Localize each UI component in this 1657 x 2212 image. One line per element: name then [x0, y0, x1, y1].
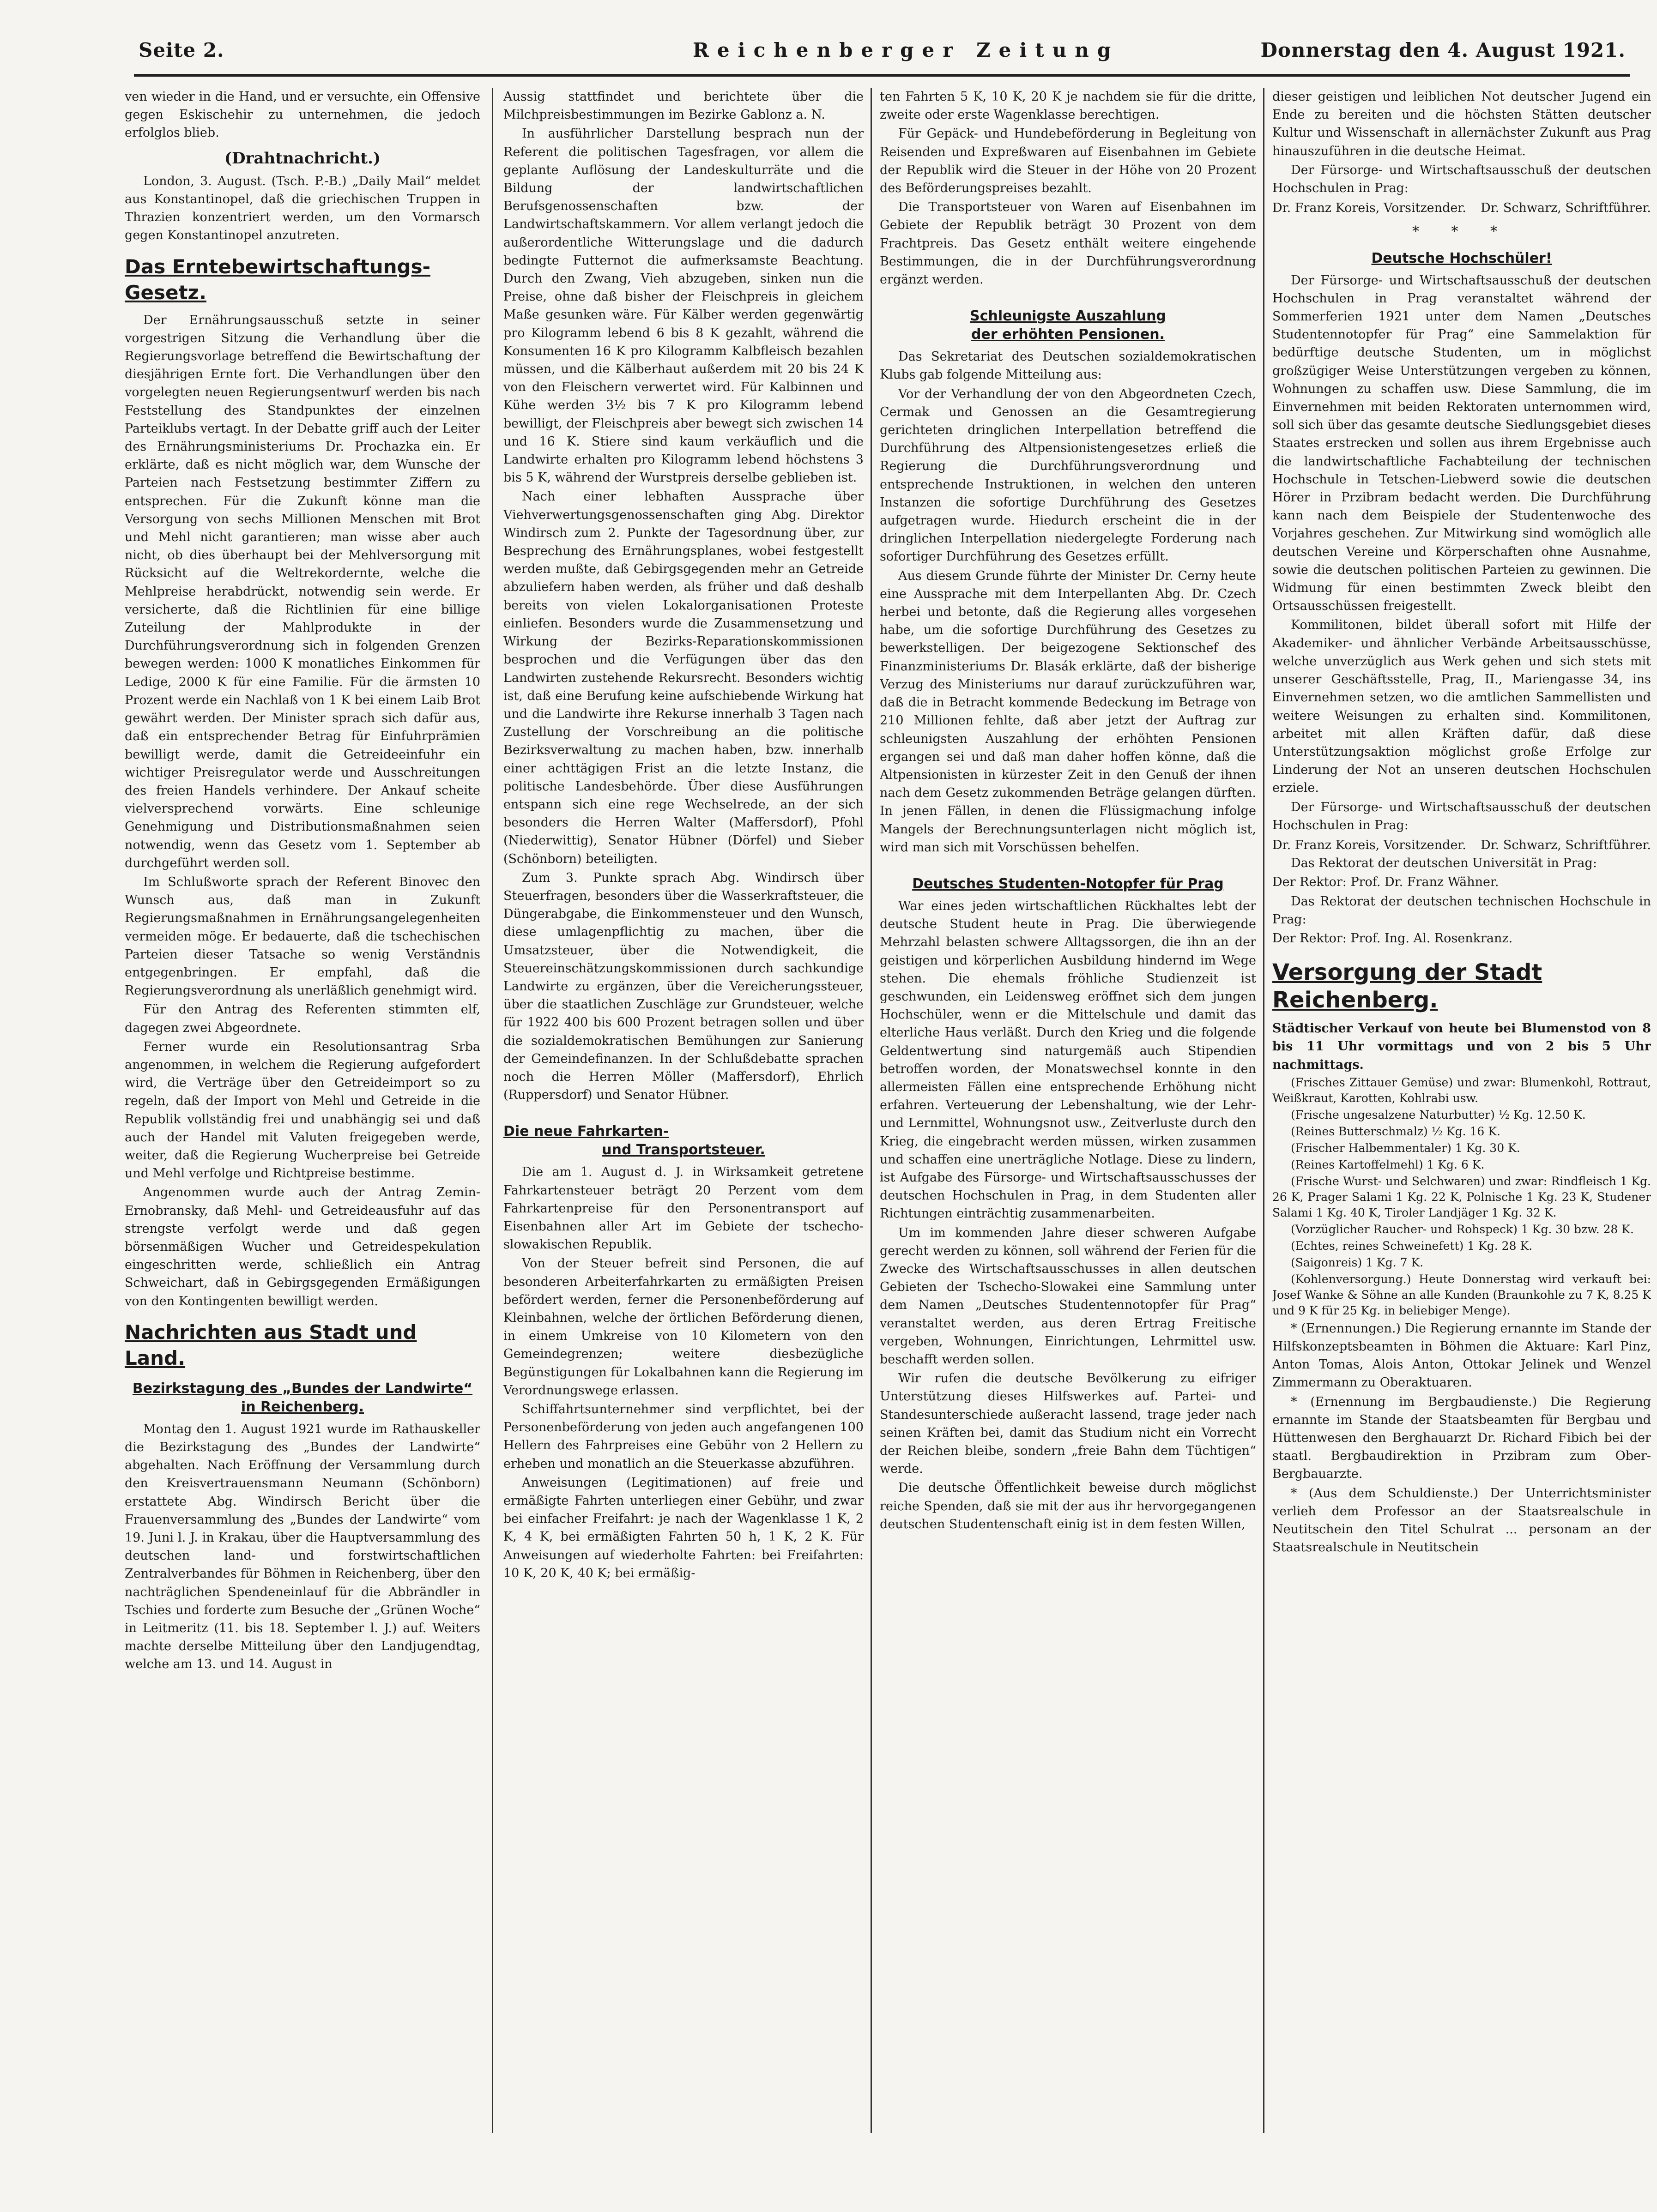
article-text: ven wieder in die Hand, und er versuchte, ein Offensive gegen Eskischehir zu unternehmen, die jedoch erfolglos blieb. [125, 90, 480, 140]
headline-ernte: Das Erntebewirtschaftungs-Gesetz. [125, 255, 431, 304]
article-text: Kommilitonen, bildet überall sofort mit Hilfe der Akademiker- und ähnlicher Verbände Arbeitsausschüsse, welche unverzüglich aus Werk gehen und sich stets mit unserer Geschäftsstelle, Prag, II., Mariengasse 34, ins Einvernehmen setzen, wo die amtlichen Sammellisten und weitere Weisungen zu erhalten sind. Kommilitonen, arbeitet mit allen Kräften dafür, daß diese Unterstützungsaktion möglichst große Erfolge zur Linderung der Not an unseren deutschen Hochschulen erziele. [1272, 618, 1651, 796]
article-text: Angenommen wurde auch der Antrag Zemin-Ernobransky, daß Mehl- und Getreideausfuhr auf das strengste verfolgt werde und daß gegen börsenmäßigen Wucher und Getreidespekulation eingeschritten werde, schließlich ein Antrag Schweichart, daß in Gebirgsgegenden Ermäßigungen von den Kontingenten bewilligt werden. [125, 1185, 480, 1308]
article-text: Vor der Verhandlung der von den Abgeordneten Czech, Cermak und Genossen an die Gesamtregierung gerichteten dringlichen Interpellation betreffend die Durchführung des Altpensionistengesetzes erließ die Regierung die Durchführungsverordnung und entsprechende Instruktionen, in welchen den unteren Instanzen die sofortige Durchführung des Gesetzes aufgetragen wurde. Hiedurch erscheint die in der dringlichen Interpellation niedergelegte Forderung nach sofortiger Durchführung des Gesetzes erfüllt. [880, 386, 1256, 564]
column-1 [125, 88, 480, 2138]
signature-block [1272, 836, 1651, 854]
price-list-item: (Reines Kartoffelmehl) 1 Kg. 6 K. [1291, 1157, 1485, 1171]
headline-auszahlung: Schleunigste Auszahlung [970, 308, 1166, 325]
signature-left: Dr. Franz Koreis, Vorsitzender. [1272, 201, 1466, 216]
column-divider [871, 88, 872, 2133]
headline-hochschueler: Deutsche Hochschüler! [1371, 250, 1552, 266]
article-text: * (Ernennung im Bergbaudienste.) Die Regierung ernannte im Stande der Staatsbeamten für Bergbau und Hüttenwesen den Berghauarzt Dr. Richard Fibich bei der staatl. Bergbaudirektion in Przibram zum Ober-Bergbauarzte. [1272, 1394, 1651, 1482]
article-text: Die am 1. August d. J. in Wirksamkeit getretene Fahrkartensteuer beträgt 20 Perzent vom dem Fahrkartenpreise für den Personentransport auf Eisenbahnen aller Art im Gebiete der tschecho-slowakischen Republik. [503, 1165, 864, 1252]
article-text: Aussig stattfindet und berichtete über die Milchpreisbestimmungen im Bezirke Gablonz a. N. [503, 90, 864, 122]
article-text: Wir rufen die deutsche Bevölkerung zu eifriger Unterstützung dieses Hilfswerkes auf. Partei- und Standesunterschiede außeracht lassend, trage jeder nach seinen Kräften bei, damit das Studium nicht ein Vorrecht der Reichen bleibe, sondern „freie Bahn dem Tüchtigen“ werde. [880, 1371, 1256, 1477]
article-text: Das Rektorat der deutschen technischen Hochschule in Prag: [1272, 894, 1651, 927]
headline-bezirkstagung: Bezirkstagung des „Bundes der Landwirte“ in Reichenberg. [132, 1380, 473, 1415]
article-text: Die deutsche Öffentlichkeit beweise durch möglichst reiche Spenden, daß sie mit der aus ihr hervorgegangenen deutschen Studentenschaft einig ist in dem festen Willen, [880, 1481, 1256, 1531]
article-text: Aus diesem Grunde führte der Minister Dr. Cerny heute eine Aussprache mit dem Interpellanten Abg. Dr. Czech herbei und betonte, daß die Regierung alles vorgesehen habe, um die sofortige Durchführung des Gesetzes zu bewerkstelligen. Der beigezogene Sektionschef des Finanzministeriums Dr. Blasák erklärte, daß der bisherige Verzug des Ministeriums nur darauf zurückzuführen war, daß die in Betracht kommende Bedeckung im Betrage von 210 Millionen fehlte, daß aber jetzt der Auftrag zur schleunigsten Auszahlung der erhöhten Pensionen ergangen sei und daß man daher hoffen könne, daß die Altpensionisten in kürzester Zeit in den Genuß der ihnen nach dem Gesetz zukommenden Beträge gelangen dürften. In jenen Fällen, in denen die Flüssigmachung infolge Mangels der Berechnungsunterlagen nicht möglich ist, wird man sich mit Vorschüssen behelfen. [880, 568, 1256, 855]
article-text: Das Rektorat der deutschen Universität in Prag: [1291, 856, 1597, 871]
article-text: London, 3. August. (Tsch. P.-B.) „Daily Mail“ meldet aus Konstantinopel, daß die griechischen Truppen in Thrazien konzentriert werden, um den Vormarsch gegen Konstantinopel anzutreten. [125, 174, 480, 243]
article-text: In ausführlicher Darstellung besprach nun der Referent die politischen Tagesfragen, vor allem die geplante Auflösung der Landeskulturräte und die Bildung der landwirtschaftlichen Berufsgenossenschaften bzw. der Landwirtschaftskammern. Vor allem verlangt jedoch die außerordentliche Witterungslage und die dadurch bedingte Futternot die aufmerksamste Beachtung. Durch den Zwang, Vieh abzugeben, sinken nun die Preise, ohne daß bisher der Fleischpreis in gleichem Maße gesunken wäre. Für Kälber werden gegenwärtig pro Kilogramm lebend 6 bis 8 K gezahlt, während die Konsumenten 16 K pro Kilogramm Kalbfleisch bezahlen müssen, und die Kälberhaut außerdem mit 20 bis 24 K von den Fleischern verwertet wird. Für Kalbinnen und Kühe werden 3½ bis 7 K pro Kilogramm lebend bewilligt, der Fleischpreis aber bewegt sich zwischen 14 und 16 K. Stiere sind kaum verkäuflich und die Landwirte erhalten pro Kilogramm lebend höchstens 3 bis 5 K, während der Wurstpreis derselbe geblieben ist. [503, 127, 864, 485]
issue-date: Donnerstag den 4. August 1921. [1260, 39, 1626, 61]
article-text: Das Sekretariat des Deutschen sozialdemokratischen Klubs gab folgende Mitteilung aus: [880, 350, 1256, 382]
article-text: ten Fahrten 5 K, 10 K, 20 K je nachdem sie für die dritte, zweite oder erste Wagenklasse berechtigen. [880, 90, 1256, 122]
headline-fahrkarten: Die neue Fahrkarten- [503, 1123, 669, 1140]
article-text: Ferner wurde ein Resolutionsantrag Srba angenommen, in welchem die Regierung aufgefordert wird, die Verträge über den Getreideimport so zu regeln, daß der Import von Mehl und Getreide in die Republik vollständig frei und unabhängig sei und daß auch der Handel mit Valuten freigegeben werde, weiter, daß die Regierung Wucherpreise bei Getreide und Mehl verfolge und Richtpreise bestimme. [125, 1039, 480, 1181]
price-list-item: (Kohlenversorgung.) Heute Donnerstag wird verkauft bei: Josef Wanke & Söhne an alle Kunden (Braunkohle zu 7 K, 8.25 K und 9 K für 25 Kg. in beliebiger Menge). [1272, 1272, 1651, 1317]
signature-right: Dr. Schwarz, Schriftführer. [1481, 838, 1651, 852]
article-text: Der Ernährungsausschuß setzte in seiner vorgestrigen Sitzung die Verhandlung über die Regierungsvorlage betreffend die Bewirtschaftung der diesjährigen Ernte fort. Die Verhandlungen über den vorgelegten neuen Regierungsentwurf werden bis nach Feststellung des Standpunktes der einzelnen Parteiklubs vertagt. In der Debatte griff auch der Leiter des Ernährungsministeriums Dr. Prochazka ein. Er erklärte, daß es nicht möglich war, dem Wunsche der Parteien nach Festsetzung bestimmter Ziffern zu entsprechen. Für die Zukunft könne man die Versorgung von sechs Millionen Menschen mit Brot und Mehl nicht garantieren; man wisse aber auch nicht, ob dies überhaupt bei der Mehlversorgung mit Rücksicht auf die Weltrekordernte, welche die Mehlpreise herabdrückt, notwendig sein werde. Er versicherte, daß die Richtlinien für eine billige Zuteilung der Mahlprodukte in der Durchführungsverordnung sich in folgenden Grenzen bewegen werden: 1000 K monatliches Einkommen für Ledige, 2000 K für eine Familie. Für die ärmsten 10 Prozent werde ein Nachlaß von 1 K bei einem Laib Brot gewährt werden. Der Minister sprach sich dafür aus, daß ein entsprechender Betrag für Einfuhrprämien bewilligt werde, damit die Getreideeinfuhr ein wichtiger Preisregulator werde und Ausschreitungen des freien Handels verhindere. Der Ankauf scheite vielversprechend vorwärts. Eine schleunige Genehmigung und Distributionsmaßnahmen seien notwendig, wenn das Gesetz vom 1. September ab durchgeführt werden soll. [125, 313, 480, 870]
header-rule [134, 74, 1630, 77]
column-4 [1272, 88, 1651, 2138]
signature-block [1272, 199, 1651, 217]
headline-studenten-notopfer: Deutsches Studenten-Notopfer für Prag [912, 875, 1224, 892]
price-list-item: (Saigonreis) 1 Kg. 7 K. [1291, 1255, 1424, 1269]
article-text: Zum 3. Punkte sprach Abg. Windirsch über Steuerfragen, besonders über die Wasserkraftsteuer, die Düngerabgabe, die Einkommensteuer und den Wunsch, diese umlagenpflichtig zu machen, über die Umsatzsteuer, über die Notwendigkeit, die Steuereinschätzungskommissionen durch sachkundige Landwirte zu ergänzen, über die Vereicherungssteuer, über die staatlichen Zuschläge zur Grundsteuer, welche für 1922 400 bis 600 Prozent betragen sollen und über die sozialdemokratischen Bemühungen zur Sanierung der Gemeindefinanzen. In der Schlußdebatte sprachen noch die Herren Möller (Maffersdorf), Ehrlich (Ruppersdorf) und Senator Hübner. [503, 870, 864, 1103]
article-text: War eines jeden wirtschaftlichen Rückhaltes lebt der deutsche Student heute in Prag. Die überwiegende Mehrzahl belasten schwere Alltagssorgen, die ihn an der geistigen und körperlichen Ausbildung hindernd im Wege stehen. Die ehemals fröhliche Studienzeit ist geschwunden, ein Leidensweg eröffnet sich dem jungen Hochschüler, wenn er die Mittelschule und damit das elterliche Haus verläßt. Durch den Krieg und die folgende Geldentwertung sind naturgemäß auch Stipendien betroffen worden, der Monatswechsel konnte in den allermeisten Fällen eine entsprechende Erhöhung nicht erfahren. Verteuerung der Lebenshaltung, wie der Lehr- und Lernmittel, Wohnungsnot usw., Zeitverluste durch den Krieg, die eingebracht werden müssen, wirken zusammen und schaffen eine unerträgliche Notlage. Diese zu lindern, ist Aufgabe des Fürsorge- und Wirtschaftsausschusses der deutschen Hochschulen in Prag, in dem Studenten aller Richtungen einträchtig zusammenarbeiten. [880, 898, 1256, 1221]
article-text: Im Schlußworte sprach der Referent Binovec den Wunsch aus, daß man in Zukunft Regierungsmaßnahmen in Ernährungsangelegenheiten vermeiden möge. Er bedauerte, daß die tschechischen Parteien dieser Tatsache so wenig Verständnis entgegenbringen. Er empfahl, daß die Regierungsverordnung als unerläßlich genehmigt wird. [125, 874, 480, 998]
price-list-item: (Frisches Zittauer Gemüse) und zwar: Blumenkohl, Rottraut, Weißkraut, Karotten, Kohlrabi usw. [1272, 1075, 1651, 1105]
article-text: Schiffahrtsunternehmer sind verpflichtet, bei der Personenbeförderung von jeden auch angefangenen 100 Hellern des Fahrpreises eine Gebühr von 2 Hellern zu erheben und monatlich an die Steuerkasse abzuführen. [503, 1402, 864, 1471]
headline-versorgung: Versorgung der Stadt Reichenberg. [1272, 959, 1542, 1013]
dateline: (Drahtnachricht.) [224, 149, 381, 168]
price-list-item: (Frischer Halbemmentaler) 1 Kg. 30 K. [1291, 1141, 1520, 1155]
article-text: Montag den 1. August 1921 wurde im Rathauskeller die Bezirkstagung des „Bundes der Landwirte“ abgehalten. Nach Eröffnung der Versammlung durch den Kreisvertrauensmann Neumann (Schönborn) erstattete Abg. Windirsch Bericht über die Frauenversammlung des „Bundes der Landwirte“ vom 19. Juni l. J. in Krakau, über die Hauptversammlung des deutschen land- und forstwirtschaftlichen Zentralverbandes für Böhmen in Reichenberg, über den nachträglichen Spendeneinlauf für die Abbrändler in Tschies und forderte zum Besuche der „Grünen Woche“ in Leitmeritz (11. bis 18. September l. J.) auf. Weiters machte derselbe Mitteilung über den Landjugendtag, welche am 13. und 14. August in [125, 1422, 480, 1672]
article-text: Von der Steuer befreit sind Personen, die auf besonderen Arbeiterfahrkarten zu ermäßigten Preisen befördert werden, ferner die Personenbeförderung auf Kleinbahnen, welche der örtlichen Beförderung dienen, in einem Umkreise von 10 Kilometern von den Gemeindegrenzen; weitere diesbezügliche Begünstigungen für Lokalbahnen kann die Regierung im Verordnungswege erlassen. [503, 1256, 864, 1398]
price-list-item: (Reines Butterschmalz) ½ Kg. 16 K. [1291, 1124, 1500, 1138]
price-list-item: (Frische Wurst- und Selchwaren) und zwar: Rindfleisch 1 Kg. 26 K, Prager Salami 1 Kg. 22 K, Polnische 1 Kg. 23 K, Studener Salami 1 Kg. 40 K, Tiroler Landjäger 1 Kg. 32 K. [1272, 1174, 1651, 1219]
newspaper-title: Reichenberger Zeitung [693, 39, 1119, 61]
headline-pensionen: der erhöhten Pensionen. [971, 326, 1165, 343]
article-text: * (Aus dem Schuldienste.) Der Unterrichtsminister verlieh dem Professor an der Staatsrealschule in Neutitschein den Titel Schulrat ... personam an der Staatsrealschule in Neutitschein [1272, 1486, 1651, 1555]
article-text: Der Rektor: Prof. Ing. Al. Rosenkranz. [1272, 931, 1513, 946]
article-text: Der Fürsorge- und Wirtschaftsausschuß der deutschen Hochschulen in Prag: [1272, 163, 1651, 196]
signature-right: Dr. Schwarz, Schriftführer. [1481, 201, 1651, 216]
article-text: Der Fürsorge- und Wirtschaftsausschuß der deutschen Hochschulen in Prag: [1272, 800, 1651, 832]
article-text: Für Gepäck- und Hundebeförderung in Begleitung von Reisenden und Expreßwaren auf Eisenbahnen im Gebiete der Republik wird die Steuer in der Höhe von 20 Prozent des Beförderungspreises bezahlt. [880, 127, 1256, 196]
section-heading-nachrichten: Nachrichten aus Stadt und Land. [125, 1320, 417, 1369]
article-text: dieser geistigen und leiblichen Not deutscher Jugend ein Ende zu bereiten und die höchsten Stätten deutscher Kultur und Wissenschaft in allernächster Zukunft aus Prag hinauszuführen in die deutsche Heimat. [1272, 90, 1651, 158]
price-list-item: (Echtes, reines Schweinefett) 1 Kg. 28 K. [1291, 1239, 1533, 1253]
column-3 [880, 88, 1256, 2138]
column-divider [492, 88, 493, 2133]
article-text: Der Rektor: Prof. Dr. Franz Wähner. [1272, 875, 1499, 890]
column-divider [1263, 88, 1264, 2133]
price-list-item: (Frische ungesalzene Naturbutter) ½ Kg. 12.50 K. [1291, 1108, 1586, 1121]
price-list-item: (Vorzüglicher Raucher- und Rohspeck) 1 Kg. 30 bzw. 28 K. [1291, 1222, 1634, 1236]
article-text: Die Transportsteuer von Waren auf Eisenbahnen im Gebiete der Republik beträgt 30 Prozent von dem Frachtpreis. Das Gesetz enthält weitere eingehende Bestimmungen, die in der Durchführungsverordnung ergänzt werden. [880, 200, 1256, 287]
article-text: Für den Antrag des Referenten stimmten elf, dagegen zwei Abgeordnete. [125, 1002, 480, 1035]
page-header [139, 39, 1626, 66]
article-text: Nach einer lebhaften Aussprache über Viehverwertungsgenossenschaften ging Abg. Direktor Windirsch zum 2. Punkte der Tagesordnung über, zur Besprechung des Ernährungsplanes, wobei festgestellt werden mußte, daß Gebirgsgegenden mehr an Getreide abzuliefern haben werden, als früher und daß deshalb bereits von vielen Lokalorganisationen Proteste einliefen. Besonders wurde die Zusammensetzung und Wirkung der Bezirks-Reparationskommissionen besprochen und die Verfügungen über das den Landwirten zustehende Rekursrecht. Besonders wichtig ist, daß eine Berufung keine aufschiebende Wirkung hat und die Landwirte ihre Rekurse innerhalb 3 Tagen nach Zustellung der Vorschreibung an die politische Bezirksverwaltung zu machen haben, bzw. innerhalb einer achttägigen Frist an die letzte Instanz, die politische Landesbehörde. Über diese Ausführungen entspann sich eine rege Wechselrede, an der sich besonders die Herren Walter (Maffersdorf), Pfohl (Niederwittig), Senator Hübner (Dörfel) und Sieber (Schönborn) beteiligten. [503, 489, 864, 866]
article-text: * (Ernennungen.) Die Regierung ernannte im Stande der Hilfskonzeptsbeamten in Böhmen die Aktuare: Karl Pinz, Anton Tomas, Alois Anton, Ottokar Jelinek und Wenzel Zimmermann zu Oberaktuaren. [1272, 1321, 1651, 1390]
separator-asterisks: * * * [1412, 223, 1512, 240]
article-text: Anweisungen (Legitimationen) auf freie und ermäßigte Fahrten unterliegen einer Gebühr, und zwar bei einfacher Freifahrt: je nach der Wagenklasse 1 K, 2 K, 4 K, bei ermäßigten Fahrten 50 h, 1 K, 2 K. Für Anweisungen auf wiederholte Fahrten: bei Freifahrten: 10 K, 20 K, 40 K; bei ermäßig- [503, 1475, 864, 1580]
article-text: Städtischer Verkauf von heute bei Blumenstod von 8 bis 11 Uhr vormittags und von 2 bis 5 Uhr nachmittags. [1272, 1021, 1651, 1072]
column-2 [503, 88, 864, 2138]
signature-left: Dr. Franz Koreis, Vorsitzender. [1272, 838, 1466, 852]
article-text: Um im kommenden Jahre dieser schweren Aufgabe gerecht werden zu können, soll während der Ferien für die Zwecke des Wirtschaftsausschusses in allen deutschen Gebieten der Tschecho-Slowakei eine Sammlung unter dem Namen „Deutsches Studentennotopfer für Prag“ veranstaltet werden, aus deren Ertrag Freitische vergeben, Wohnungen, Einrichtungen, Lehrmittel usw. beschafft werden sollen. [880, 1225, 1256, 1367]
article-text: Der Fürsorge- und Wirtschaftsausschuß der deutschen Hochschulen in Prag veranstaltet während der Sommerferien 1921 unter dem Namen „Deutsches Studentennotopfer für Prag“ eine Sammelaktion für bedürftige deutsche Studenten, um in möglichst großzügiger Weise Unterstützungen vergeben zu können, Wohnungen zu schaffen usw. Diese Sammlung, die im Einvernehmen mit beiden Rektoraten unternommen wird, soll sich über das gesamte deutsche Siedlungsgebiet dieses Staates erstrecken und sollen aus ihrem Ergebnisse auch die landwirtschaftliche Fachabteilung der technischen Hochschule in Tetschen-Liebwerd sowie die deutschen Hörer in Przibram bedacht werden. Die Durchführung kann nach dem Beispiele der Studentenwoche des Vorjahres geschehen. Zur Mitwirkung sind womöglich alle deutschen Vereine und Körperschaften ohne Ausnahme, sowie die deutschen politischen Parteien zu gewinnen. Die Widmung für einen bestimmten Zweck bleibt den Ortsausschüssen freigestellt. [1272, 273, 1651, 614]
headline-transportsteuer: und Transportsteuer. [602, 1142, 765, 1158]
page-number: Seite 2. [139, 39, 224, 61]
